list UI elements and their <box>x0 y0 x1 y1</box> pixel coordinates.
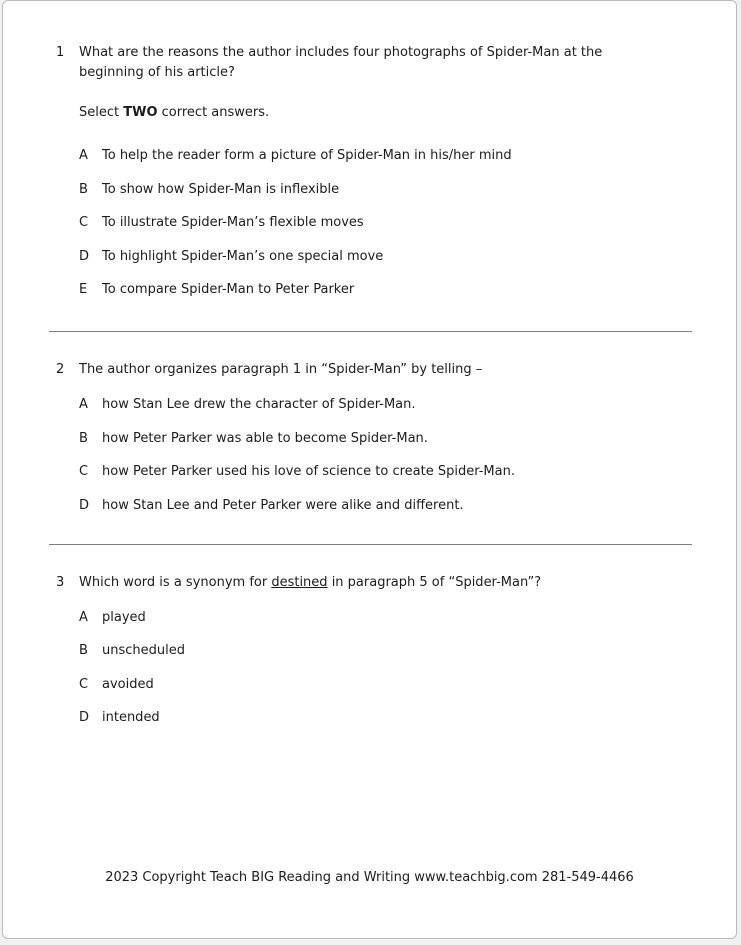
section-divider-2 <box>49 544 692 545</box>
option-letter: A <box>79 148 88 163</box>
option-letter: D <box>79 497 90 513</box>
answer-option-3d <box>79 708 736 728</box>
option-text: avoided <box>102 676 154 692</box>
option-text: To compare Spider-Man to Peter Parker <box>102 282 355 297</box>
question-2-text: The author organizes paragraph 1 in “Spider-Man” by telling – <box>79 362 483 377</box>
option-text: To illustrate Spider-Man’s flexible moves <box>102 215 364 230</box>
option-text: how Peter Parker used his love of science to create Spider-Man. <box>102 464 515 479</box>
option-letter: A <box>79 609 88 625</box>
question-2-body <box>79 360 736 516</box>
answer-option-1d <box>79 247 736 267</box>
question-3-text-prefix: Which word is a synonym for <box>79 574 272 590</box>
option-letter: C <box>79 464 89 479</box>
answer-option-2d <box>79 496 736 516</box>
question-3 <box>56 573 736 729</box>
question-3-underlined-word: destined <box>271 574 328 590</box>
option-text: unscheduled <box>102 643 185 658</box>
instruction-prefix: Select <box>79 105 124 120</box>
option-letter: E <box>79 282 88 297</box>
option-letter: D <box>79 248 90 264</box>
answer-option-3c <box>79 675 736 695</box>
option-text: To highlight Spider-Man’s one special move <box>102 248 384 264</box>
option-letter: B <box>79 643 88 658</box>
question-1-options <box>79 146 736 300</box>
option-text: how Peter Parker was able to become Spider-Man. <box>102 430 428 446</box>
option-text: how Stan Lee and Peter Parker were alike and different. <box>102 497 464 513</box>
answer-option-1c <box>79 213 736 233</box>
answer-option-3b <box>79 641 736 661</box>
question-2-options <box>79 395 736 516</box>
answer-option-1e <box>79 280 736 300</box>
question-3-body <box>79 573 736 729</box>
document-content <box>3 1 736 728</box>
copyright-footer: 2023 Copyright Teach BIG Reading and Writing www.teachbig.com 281-549-4466 <box>105 870 634 885</box>
answer-option-3a <box>79 608 736 628</box>
question-3-number: 3 <box>56 574 65 590</box>
option-letter: B <box>79 430 88 446</box>
option-letter: C <box>79 676 89 692</box>
answer-option-1b <box>79 180 736 200</box>
option-letter: B <box>79 181 88 197</box>
section-divider-1 <box>49 331 692 332</box>
instruction-bold-word: TWO <box>123 105 158 120</box>
question-1 <box>56 43 736 300</box>
option-text: played <box>102 609 146 625</box>
option-letter: C <box>79 215 89 230</box>
question-3-options <box>79 608 736 729</box>
option-text: To show how Spider-Man is inflexible <box>102 181 340 197</box>
option-text: To help the reader form a picture of Spider-Man in his/her mind <box>102 148 512 163</box>
question-1-number: 1 <box>56 45 65 60</box>
question-3-text <box>79 573 671 593</box>
answer-option-2a <box>79 395 736 415</box>
question-1-body <box>79 43 736 300</box>
answer-option-1a <box>79 146 736 166</box>
question-1-text: What are the reasons the author includes four photographs of Spider-Man at the beginning of his article? <box>79 45 603 80</box>
question-2 <box>56 360 736 516</box>
document-page <box>2 0 737 939</box>
option-text: how Stan Lee drew the character of Spider-Man. <box>102 397 416 412</box>
question-1-select-instruction <box>79 103 736 123</box>
instruction-suffix: correct answers. <box>157 105 270 120</box>
question-2-number: 2 <box>56 362 65 377</box>
answer-option-2c <box>79 462 736 482</box>
option-letter: A <box>79 397 88 412</box>
option-text: intended <box>102 710 160 725</box>
question-3-text-suffix: in paragraph 5 of “Spider-Man”? <box>327 574 542 590</box>
answer-option-2b <box>79 429 736 449</box>
option-letter: D <box>79 710 90 725</box>
